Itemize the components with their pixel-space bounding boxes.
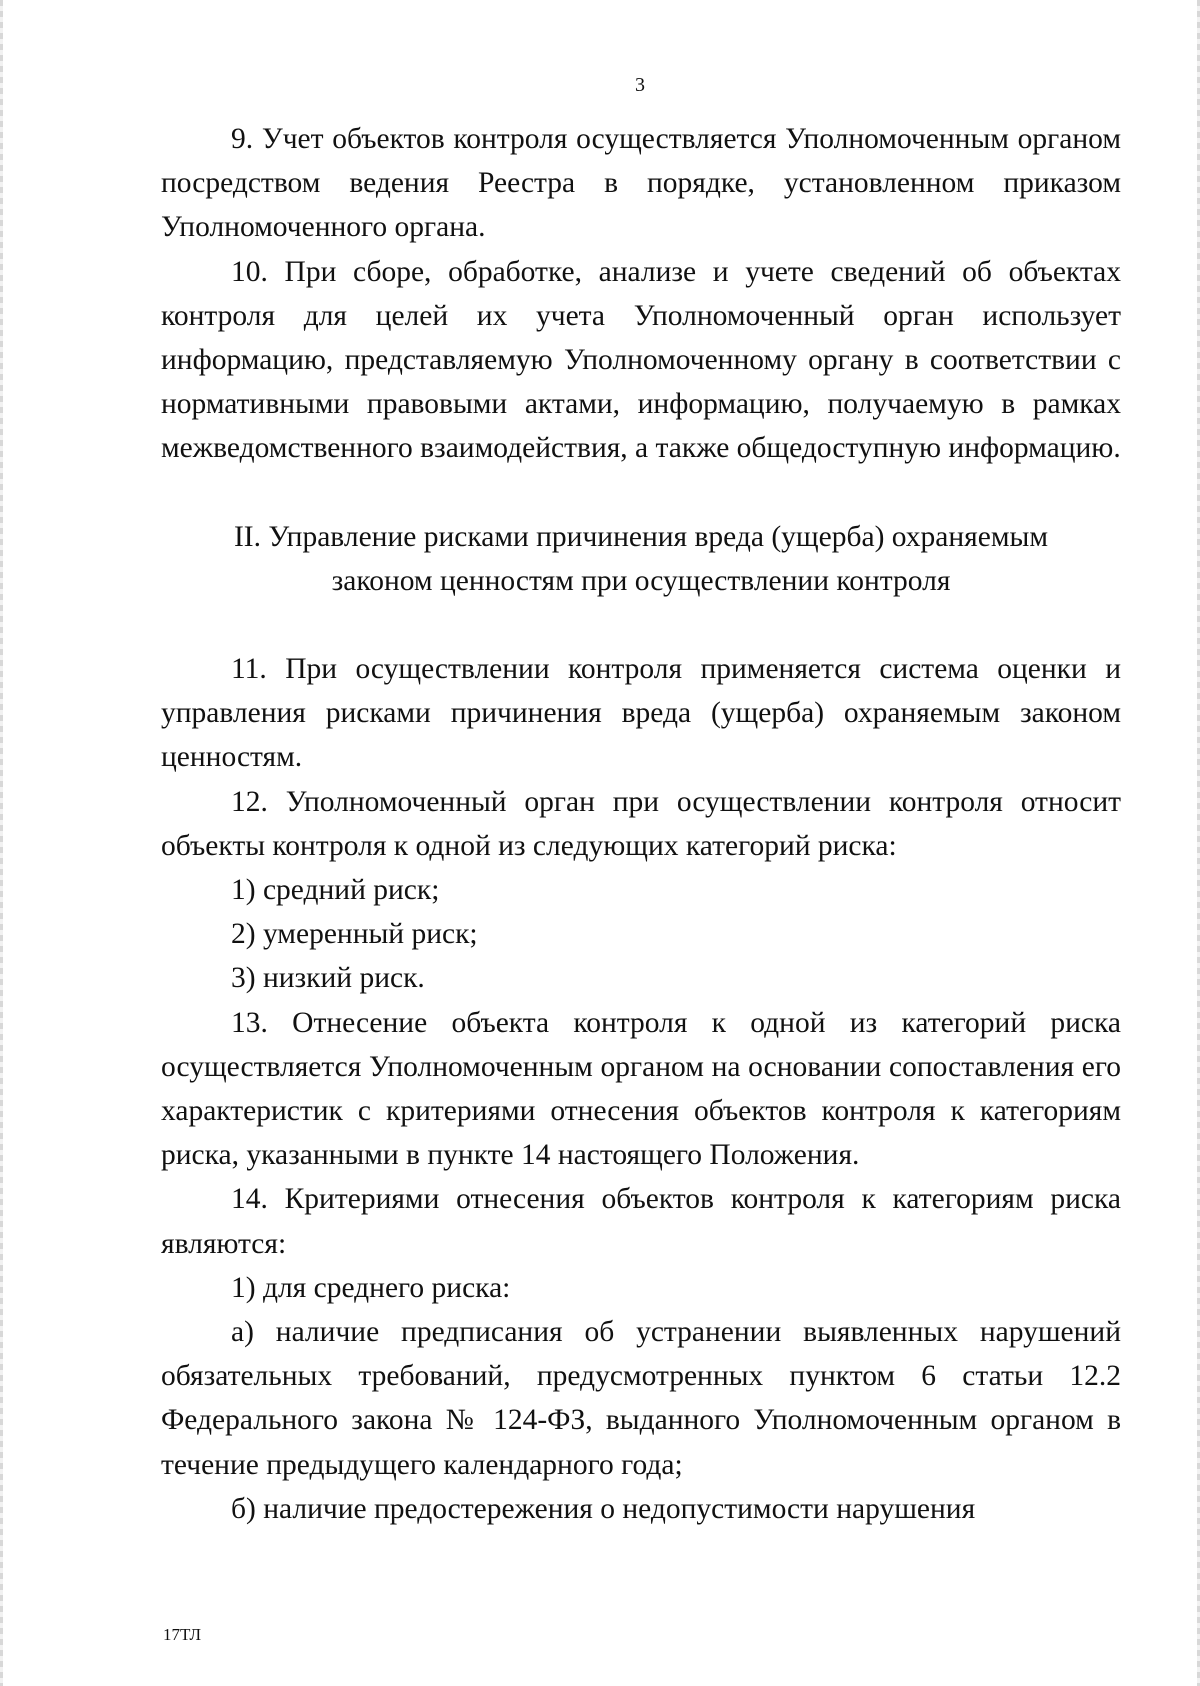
paragraph-12: 12. Уполномоченный орган при осуществлении контроля относит объекты контроля к одной из следующих категорий риска:: [161, 785, 1121, 862]
paragraph-11: 11. При осуществлении контроля применяется система оценки и управления рисками причинения вреда (ущерба) охраняемым законом ценностям.: [161, 653, 1121, 774]
section-heading-line-1: II. Управление рисками причинения вреда (ущерба) охраняемым: [233, 520, 1048, 553]
list-item-moderate-risk: 2) умеренный риск;: [231, 918, 478, 951]
list-item-low-risk: 3) низкий риск.: [231, 962, 425, 995]
paragraph-9: 9. Учет объектов контроля осуществляется Уполномоченным органом посредством ведения Реестра в порядке, установленном приказом Уполномоченного органа.: [161, 123, 1121, 244]
list-item-medium-risk: 1) средний риск;: [231, 874, 440, 907]
paragraph-10: 10. При сборе, обработке, анализе и учете сведений об объектах контроля для целей их учета Уполномоченный орган использует информацию, представляемую Уполномоченному органу в соответствии с нормативными правовыми актами, информацию, получаемую в рамках межведомственного взаимодействия, а также общедоступную информацию.: [161, 255, 1121, 465]
scan-edge-left: [0, 0, 3, 1686]
section-heading: [161, 471, 1121, 647]
criteria-item-b: б) наличие предостережения о недопустимости нарушения: [231, 1492, 976, 1525]
criteria-item-a: а) наличие предписания об устранении выявленных нарушений обязательных требований, предусмотренных пунктом 6 статьи 12.2 Федерального закона № 124-ФЗ, выданного Уполномоченным органом в течение предыдущего календарного года;: [161, 1316, 1121, 1481]
section-heading-line-2: законом ценностям при осуществлении контроля: [331, 564, 951, 597]
paragraph-13: 13. Отнесение объекта контроля к одной из категорий риска осуществляется Уполномоченным органом на основании сопоставления его характеристик с критериями отнесения объектов контроля к категориям риска, указанными в пункте 14 настоящего Положения.: [161, 1006, 1121, 1172]
footer-code: 17ТЛ: [163, 1625, 202, 1644]
paragraph-14: 14. Критериями отнесения объектов контроля к категориям риска являются:: [161, 1183, 1121, 1260]
document-body: [161, 117, 1121, 1531]
criteria-medium-risk-heading: 1) для среднего риска:: [231, 1271, 511, 1304]
page-number: 3: [635, 74, 645, 96]
